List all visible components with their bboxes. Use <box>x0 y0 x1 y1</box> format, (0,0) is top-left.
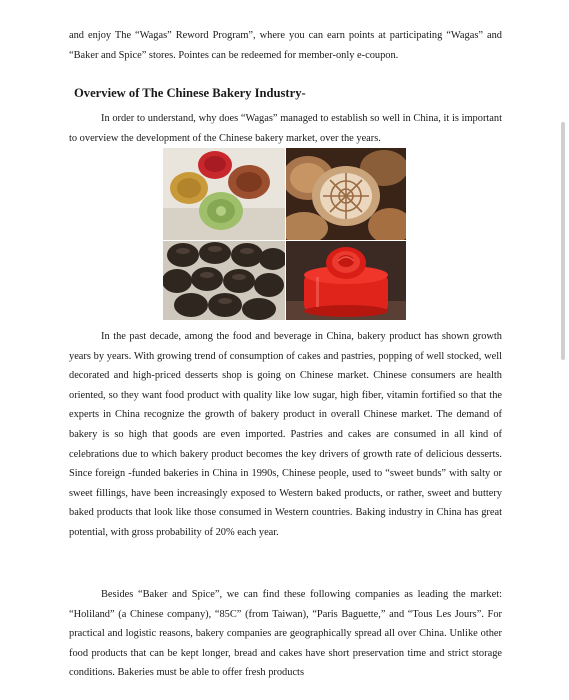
decorated-pastries-icon <box>286 148 406 240</box>
paragraph-bakery-growth-text: In the past decade, among the food and beverage in China, bakery product has shown growth years by years. With growing trend of consumption of cakes and pastries, popping of well stocked, well decorated and high-priced desserts shop is going on Chinese market. Chinese consumers are health oriented, so they want food product with quality like low sugar, high fiber, vitamin fortified so that the experts in China recognize the growth of bakery product in overall Chinese market. The demand of bakery is so high that goods are even imported. Pastries and cakes are consumed in all kind of celebrations due to which bakery product becomes the key drivers of growth rate of delicious desserts. Since foreign -funded bakeries in China in 1990s, Chinese people, used to “sweet bunds” with salty or sweet fillings, have been increasingly exposed to Western baked products, or rather, sweet and buttery baked products that look like those consumed in Western countries. Baking industry in China has great potential, with gross probability of 20% each year. <box>69 331 502 538</box>
paragraph-bakery-growth <box>69 327 502 543</box>
section-heading: Overview of The Chinese Bakery Industry- <box>74 86 306 100</box>
scrollbar[interactable] <box>561 122 565 360</box>
red-rose-cake-icon <box>286 241 406 320</box>
intro-paragraph: and enjoy The “Wagas” Reword Program”, where you can earn points at participating “Wagas” and “Baker and Spice” stores. Pointes can be redeemed for member-only e-coupon. <box>69 30 502 61</box>
paragraph-leading-companies-text: Besides “Baker and Spice”, we can find these following companies as leading the market: “Holiland” (a Chinese company), “85C” (from Taiwan), “Paris Baguette,” and “Tous Les Jours”. For practical and logistic reasons, bakery companies are geographically spread all over China. Unlike other food products that can be kept longer, bread and cakes have short preservation time and strict storage conditions. Bakeries must be able to offer fresh products <box>69 589 502 679</box>
paragraph-understanding-text: In order to understand, why does “Wagas” managed to establish so well in China, it is important to overview the development of the Chinese bakery market, over the years. <box>69 113 502 144</box>
dark-bread-buns-icon <box>163 241 285 320</box>
paragraph-leading-companies <box>69 585 502 683</box>
mooncakes-icon <box>163 148 285 240</box>
paragraph-understanding <box>69 109 502 148</box>
bakery-image-collage <box>163 148 406 320</box>
